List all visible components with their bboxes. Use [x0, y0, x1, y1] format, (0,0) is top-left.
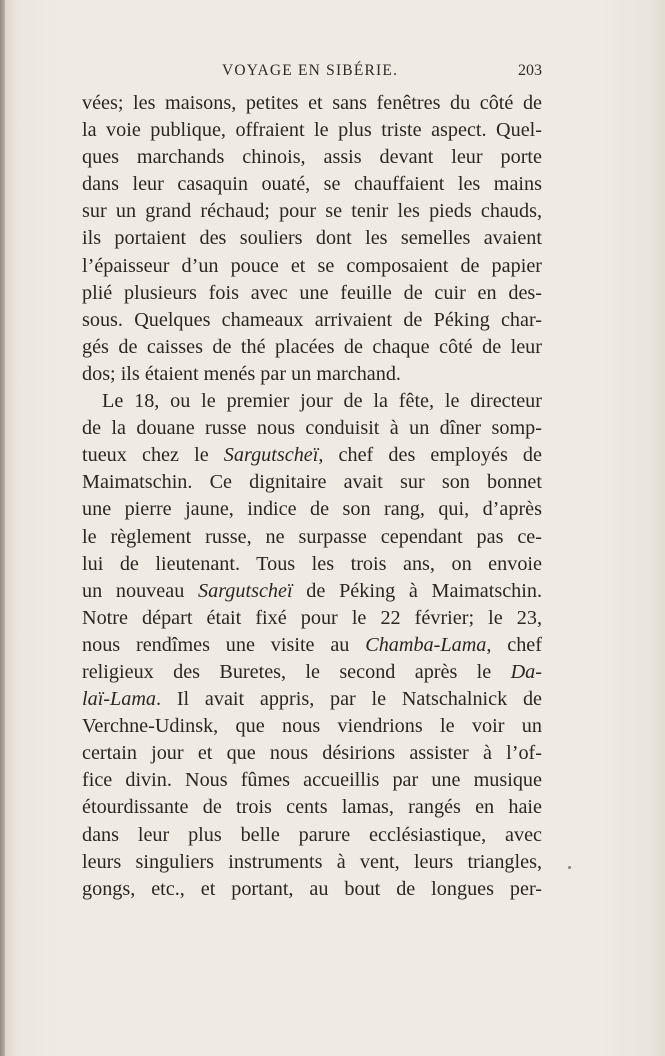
text-run: Le 18, ou le premier jour de la fête, le directeur — [102, 390, 542, 413]
italic-term: Chamba-Lama — [365, 633, 487, 656]
text-line — [82, 524, 542, 551]
page-binding-edge — [0, 0, 5, 1056]
text-run: la voie publique, offraient le plus triste aspect. Quel- — [82, 119, 542, 142]
text-run: de Péking à Maimatschin. — [292, 579, 542, 602]
text-line — [82, 849, 542, 876]
body-text — [82, 90, 542, 903]
text-line — [82, 496, 542, 523]
italic-term: Sargutscheï — [223, 444, 319, 467]
text-line — [82, 469, 542, 496]
text-run: dos; ils étaient menés par un marchand. — [82, 362, 401, 385]
text-line — [82, 740, 542, 767]
text-run: Maimatschin. Ce dignitaire avait sur son bonnet — [82, 471, 542, 494]
italic-term: Sargutscheï — [198, 579, 293, 602]
text-line — [82, 171, 542, 198]
text-run: l’épaisseur d’un pouce et se composaient de papier — [82, 254, 542, 277]
text-run: gés de caisses de thé placées de chaque côté de leur — [82, 335, 542, 358]
text-line — [82, 767, 542, 794]
italic-term: laï-Lama — [82, 688, 157, 711]
text-run: certain jour et que nous désirions assister à l’of- — [82, 742, 542, 765]
text-run: sur un grand réchaud; pour se tenir les pieds chauds, — [82, 200, 542, 223]
text-run: de la douane russe nous conduisit à un dîner somp- — [82, 417, 542, 440]
text-run: le règlement russe, ne surpasse cependant pas ce- — [82, 525, 542, 548]
text-run: leurs singuliers instruments à vent, leurs triangles, — [82, 850, 542, 873]
text-line — [82, 442, 542, 469]
text-run: fice divin. Nous fûmes accueillis par une musique — [82, 769, 542, 792]
text-line — [82, 388, 542, 415]
text-run: Notre départ était fixé pour le 22 février; le 23, — [82, 606, 542, 629]
text-line — [82, 686, 542, 713]
italic-term: Da- — [510, 660, 542, 683]
text-line — [82, 659, 542, 686]
text-run: Verchne-Udinsk, que nous viendrions le voir un — [82, 715, 542, 738]
text-run: nous rendîmes une visite au — [82, 633, 366, 656]
text-run: un nouveau — [82, 579, 199, 602]
text-run: ques marchands chinois, assis devant leur porte — [82, 146, 542, 169]
text-run: lui de lieutenant. Tous les trois ans, on envoie — [82, 552, 542, 575]
text-line — [82, 90, 542, 117]
text-line — [82, 225, 542, 252]
text-run: plié plusieurs fois avec une feuille de cuir en des- — [82, 281, 542, 304]
ink-speck — [568, 866, 571, 869]
text-line — [82, 253, 542, 280]
text-run: étourdissante de trois cents lamas, rangés en haie — [82, 796, 542, 819]
text-line — [82, 361, 542, 388]
text-line — [82, 117, 542, 144]
text-run: dans leur casaquin ouaté, se chauffaient les mains — [82, 173, 542, 196]
text-line — [82, 632, 542, 659]
text-run: tueux chez le — [82, 444, 224, 467]
text-run: sous. Quelques chameaux arrivaient de Péking char- — [82, 308, 542, 331]
text-run: une pierre jaune, indice de son rang, qui, d’après — [82, 498, 542, 521]
text-line — [82, 605, 542, 632]
text-line — [82, 198, 542, 225]
text-line — [82, 415, 542, 442]
text-line — [82, 280, 542, 307]
text-run: religieux des Buretes, le second après le — [82, 660, 511, 683]
text-line — [82, 713, 542, 740]
text-run: vées; les maisons, petites et sans fenêtres du côté de — [82, 92, 542, 114]
running-head — [82, 58, 542, 88]
text-line — [82, 578, 542, 605]
text-line — [82, 794, 542, 821]
page-number: 203 — [518, 62, 542, 79]
text-run: ils portaient des souliers dont les semelles avaient — [82, 227, 542, 250]
text-line — [82, 822, 542, 849]
text-line — [82, 334, 542, 361]
text-line — [82, 307, 542, 334]
text-run: . Il avait appris, par le Natschalnick de — [156, 688, 542, 711]
text-line — [82, 551, 542, 578]
text-line — [82, 876, 542, 903]
text-run: , chef des employés de — [318, 444, 542, 467]
text-line — [82, 144, 542, 171]
running-head-title: VOYAGE EN SIBÉRIE. — [222, 62, 399, 79]
text-run: , chef — [486, 633, 542, 656]
text-run: dans leur plus belle parure ecclésiastique, avec — [82, 823, 542, 846]
text-run: gongs, etc., et portant, au bout de longues per- — [82, 877, 542, 900]
